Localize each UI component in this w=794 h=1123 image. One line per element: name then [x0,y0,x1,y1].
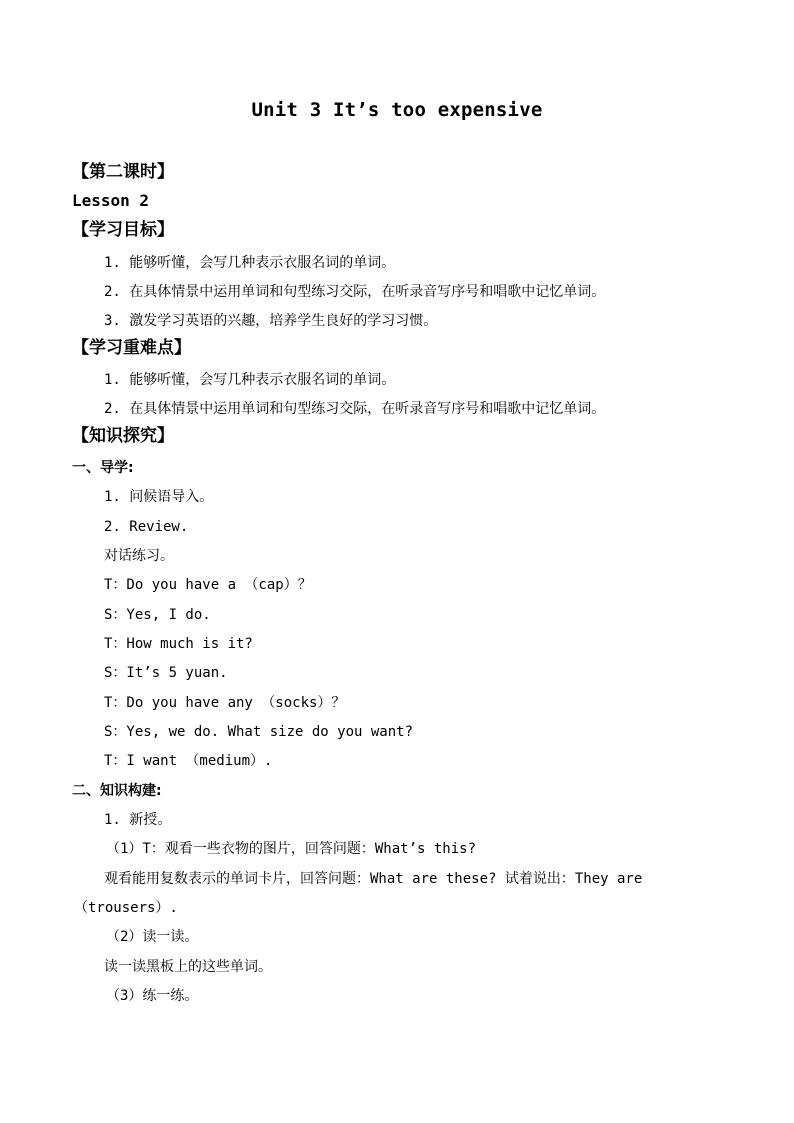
guide-line: 1. 问候语导入。 [104,489,214,505]
dialogue-line: S：Yes, I do. [104,607,211,623]
objective-item: 3. 激发学习英语的兴趣，培养学生良好的学习习惯。 [104,313,438,329]
dialogue-line: S：Yes, we do. What size do you want? [104,724,414,740]
build-line: 1. 新授。 [104,812,172,828]
exploration-heading: 【知识探究】 [72,426,174,446]
key-points-heading: 【学习重难点】 [72,338,191,358]
guide-line: 对话练习。 [104,548,174,564]
period-heading: 【第二课时】 [72,162,174,182]
dialogue-line: T：Do you have a （cap）？ [104,577,312,593]
build-line: （1）T：观看一些衣物的图片，回答问题：What’s this? [106,841,477,857]
section-guide-heading: 一、导学: [72,460,134,476]
document-title: Unit 3 It’s too expensive [251,99,543,121]
dialogue-line: T：Do you have any （socks）？ [104,695,346,711]
build-line: （2）读一读。 [106,929,199,945]
key-point-item: 2. 在具体情景中运用单词和句型练习交际，在听录音写序号和唱歌中记忆单词。 [104,401,606,417]
build-line: （3）练一练。 [106,988,199,1004]
objective-item: 1. 能够听懂，会写几种表示衣服名词的单词。 [104,255,396,271]
build-line: 观看能用复数表示的单词卡片，回答问题：What are these? 试着说出：They are [104,871,643,887]
build-line: （trousers）. [74,900,178,916]
dialogue-line: S：It’s 5 yuan. [104,665,228,681]
dialogue-line: T：How much is it? [104,636,253,652]
objective-item: 2. 在具体情景中运用单词和句型练习交际，在听录音写序号和唱歌中记忆单词。 [104,284,606,300]
dialogue-line: T：I want （medium）. [104,753,273,769]
objectives-heading: 【学习目标】 [72,220,174,240]
guide-line: 2. Review. [104,519,189,535]
build-line: 读一读黑板上的这些单词。 [104,959,272,975]
lesson-label: Lesson 2 [72,191,150,210]
section-build-heading: 二、知识构建: [72,783,162,799]
key-point-item: 1. 能够听懂，会写几种表示衣服名词的单词。 [104,372,396,388]
